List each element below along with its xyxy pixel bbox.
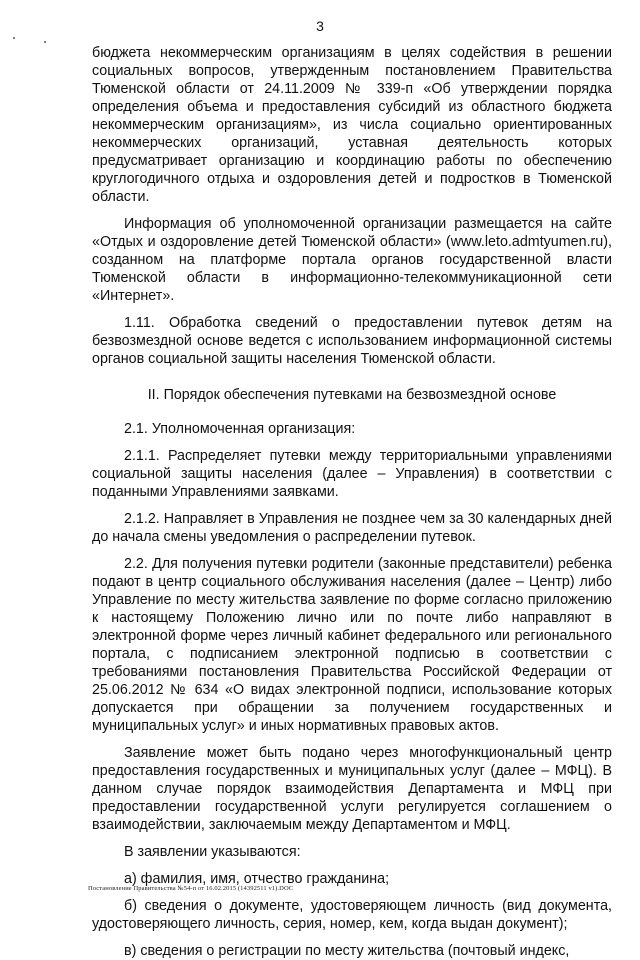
paragraph: 2.1.2. Направляет в Управления не позднее чем за 30 календарных дней до начала смены уведомления о распределении путевок.: [92, 511, 612, 545]
scan-speck: [13, 37, 15, 39]
file-footer: Постановление Правительства №54-п от 16.02.2015 (14392511 v1).DOC: [88, 885, 294, 892]
paragraph: 2.1.1. Распределяет путевки между территориальными управлениями социальной защиты населения (далее – Управления) в соответствии с поданными Управлениями заявками.: [92, 448, 612, 500]
paragraph: 1.11. Обработка сведений о предоставлении путевок детям на безвозмездной основе ведется с использованием информационной системы органов социальной защиты населения Тюменской области.: [92, 315, 612, 367]
paragraph: Информация об уполномоченной организации размещается на сайте «Отдых и оздоровление детей Тюменской области» (www.leto.admtyumen.ru), созданном на платформе портала органов государственной власти Тюменской области в информационно-телекоммуникационной сети «Интернет».: [92, 216, 612, 304]
section-heading: II. Порядок обеспечения путевками на безвозмездной основе: [147, 387, 557, 403]
list-item: в) сведения о регистрации по месту жительства (почтовый индекс,: [124, 943, 570, 959]
scan-speck: [44, 41, 46, 43]
paragraph: В заявлении указываются:: [124, 844, 301, 860]
paragraph: 2.2. Для получения путевки родители (законные представители) ребенка подают в центр социального обслуживания населения (далее – Центр) либо Управление по месту жительства заявление по форме согласно приложению к настоящему Положению лично или по почте либо направляют в электронной форме через личный кабинет федерального или регионального портала, с подписанием электронной подписью в соответствии с требованиями постановления Правительства Российской Федерации от 25.06.2012 № 634 «О видах электронной подписи, использование которых допускается при обращении за получением государственных и муниципальных услуг» и иных нормативных правовых актов.: [92, 556, 612, 734]
list-item: б) сведения о документе, удостоверяющем личность (вид документа, удостоверяющего личность, серия, номер, кем, когда выдан документ);: [92, 898, 612, 932]
paragraph: Заявление может быть подано через многофункциональный центр предоставления государственных и муниципальных услуг (далее – МФЦ). В данном случае порядок взаимодействия Департамента и МФЦ при предоставлении государственной услуги регулируется соглашением о взаимодействии, заключаемым между Департаментом и МФЦ.: [92, 745, 612, 833]
list-item: а) фамилия, имя, отчество гражданина;: [124, 871, 390, 887]
paragraph: 2.1. Уполномоченная организация:: [124, 421, 356, 437]
document-body: [92, 44, 612, 960]
page-number: 3: [316, 18, 324, 34]
paragraph: бюджета некоммерческим организациям в целях содействия в решении социальных вопросов, утвержденным постановлением Правительства Тюменской области от 24.11.2009 № 339-п «Об утверждении порядка определения объема и предоставления субсидий из областного бюджета некоммерческим организациям», из числа социально ориентированных некоммерческих организаций, уставная деятельность которых предусматривает организацию и координацию работы по обеспечению круглогодичного отдыха и оздоровления детей и подростков в Тюменской области.: [92, 45, 612, 205]
